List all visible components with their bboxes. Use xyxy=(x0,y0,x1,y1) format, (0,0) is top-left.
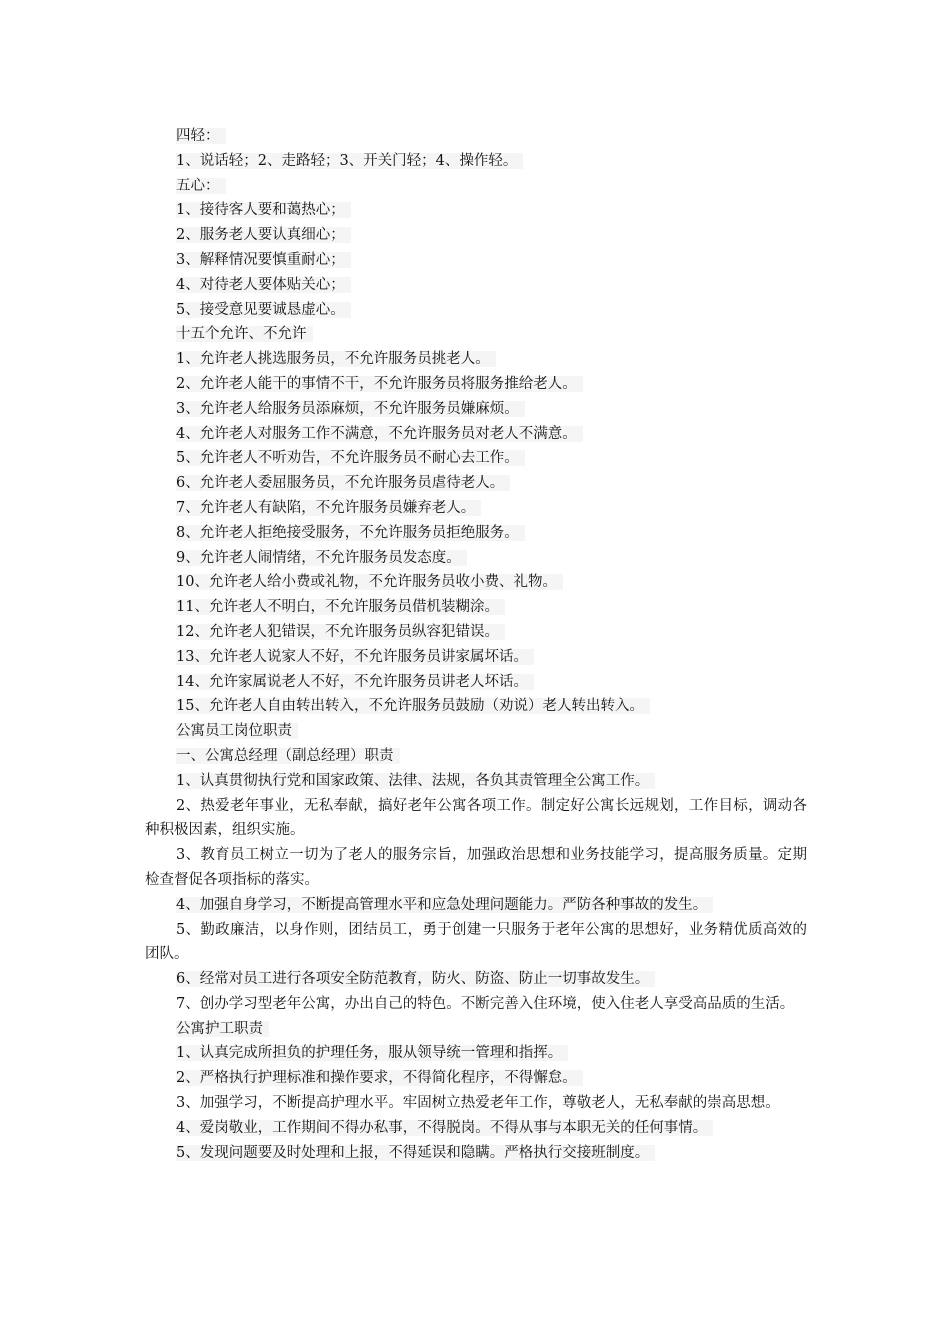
list-item: 12、允许老人犯错误，不允许服务员纵容犯错误。 xyxy=(145,620,807,645)
list-item: 9、允许老人闹情绪，不允许服务员发态度。 xyxy=(145,546,807,571)
list-item: 2、允许老人能干的事情不干，不允许服务员将服务推给老人。 xyxy=(145,372,807,397)
document-body xyxy=(145,124,807,1165)
paragraph: 1、说话轻；2、走路轻；3、开关门轻；4、操作轻。 xyxy=(145,149,807,174)
heading-general-manager: 一、公寓总经理（副总经理）职责 xyxy=(145,744,807,769)
list-item: 7、创办学习型老年公寓，办出自己的特色。不断完善入住环境，使入住老人享受高品质的生活。 xyxy=(176,995,795,1012)
heading-four-light: 四轻： xyxy=(145,124,807,149)
list-item: 2、服务老人要认真细心； xyxy=(145,223,807,248)
list-item: 14、允许家属说老人不好，不允许服务员讲老人坏话。 xyxy=(145,670,807,695)
list-item: 3、加强学习，不断提高护理水平。牢固树立热爱老年工作，尊敬老人，无私奉献的崇高思想。 xyxy=(176,1095,780,1112)
list-item: 4、对待老人要体贴关心； xyxy=(145,273,807,298)
list-item: 3、解释情况要慎重耐心； xyxy=(145,248,807,273)
heading-caregiver-duties: 公寓护工职责 xyxy=(145,1017,807,1042)
list-item: 13、允许老人说家人不好，不允许服务员讲家属坏话。 xyxy=(145,645,807,670)
list-item: 4、允许老人对服务工作不满意，不允许服务员对老人不满意。 xyxy=(145,422,807,447)
list-item: 1、认真完成所担负的护理任务，服从领导统一管理和指挥。 xyxy=(145,1041,807,1066)
list-item: 4、爱岗敬业，工作期间不得办私事，不得脱岗。不得从事与本职无关的任何事情。 xyxy=(145,1116,807,1141)
list-item: 1、认真贯彻执行党和国家政策、法律、法规，各负其责管理全公寓工作。 xyxy=(145,769,807,794)
list-item: 6、允许老人委屈服务员，不允许服务员虐待老人。 xyxy=(145,471,807,496)
list-item: 11、允许老人不明白，不允许服务员借机装糊涂。 xyxy=(145,595,807,620)
list-item: 5、允许老人不听劝告，不允许服务员不耐心去工作。 xyxy=(145,446,807,471)
list-item: 5、接受意见要诚恳虚心。 xyxy=(145,298,807,323)
heading-five-hearts: 五心： xyxy=(145,174,807,199)
list-item: 4、加强自身学习，不断提高管理水平和应急处理问题能力。严防各种事故的发生。 xyxy=(145,893,807,918)
list-item: 1、接待客人要和蔼热心； xyxy=(145,198,807,223)
list-item: 6、经常对员工进行各项安全防范教育，防火、防盗、防止一切事故发生。 xyxy=(145,967,807,992)
list-item: 8、允许老人拒绝接受服务，不允许服务员拒绝服务。 xyxy=(145,521,807,546)
list-item: 1、允许老人挑选服务员，不允许服务员挑老人。 xyxy=(145,347,807,372)
list-item: 3、教育员工树立一切为了老人的服务宗旨，加强政治思想和业务技能学习，提高服务质量。定期检查督促各项指标的落实。 xyxy=(145,847,807,888)
list-item: 2、严格执行护理标准和操作要求，不得简化程序，不得懈怠。 xyxy=(145,1066,807,1091)
list-item: 3、允许老人给服务员添麻烦，不允许服务员嫌麻烦。 xyxy=(145,397,807,422)
list-item: 15、允许老人自由转出转入，不允许服务员鼓励（劝说）老人转出转入。 xyxy=(145,694,807,719)
list-item: 7、允许老人有缺陷，不允许服务员嫌弃老人。 xyxy=(145,496,807,521)
list-item: 5、发现问题要及时处理和上报，不得延误和隐瞒。严格执行交接班制度。 xyxy=(145,1141,807,1166)
list-item: 2、热爱老年事业，无私奉献，搞好老年公寓各项工作。制定好公寓长远规划，工作目标，调动各种积极因素，组织实施。 xyxy=(145,797,807,839)
heading-staff-duties: 公寓员工岗位职责 xyxy=(145,719,807,744)
list-item: 5、勤政廉洁，以身作则，团结员工，勇于创建一只服务于老年公寓的思想好，业务精优质高效的团队。 xyxy=(145,921,807,963)
heading-fifteen-allow: 十五个允许、不允许 xyxy=(145,322,807,347)
list-item: 10、允许老人给小费或礼物，不允许服务员收小费、礼物。 xyxy=(145,570,807,595)
